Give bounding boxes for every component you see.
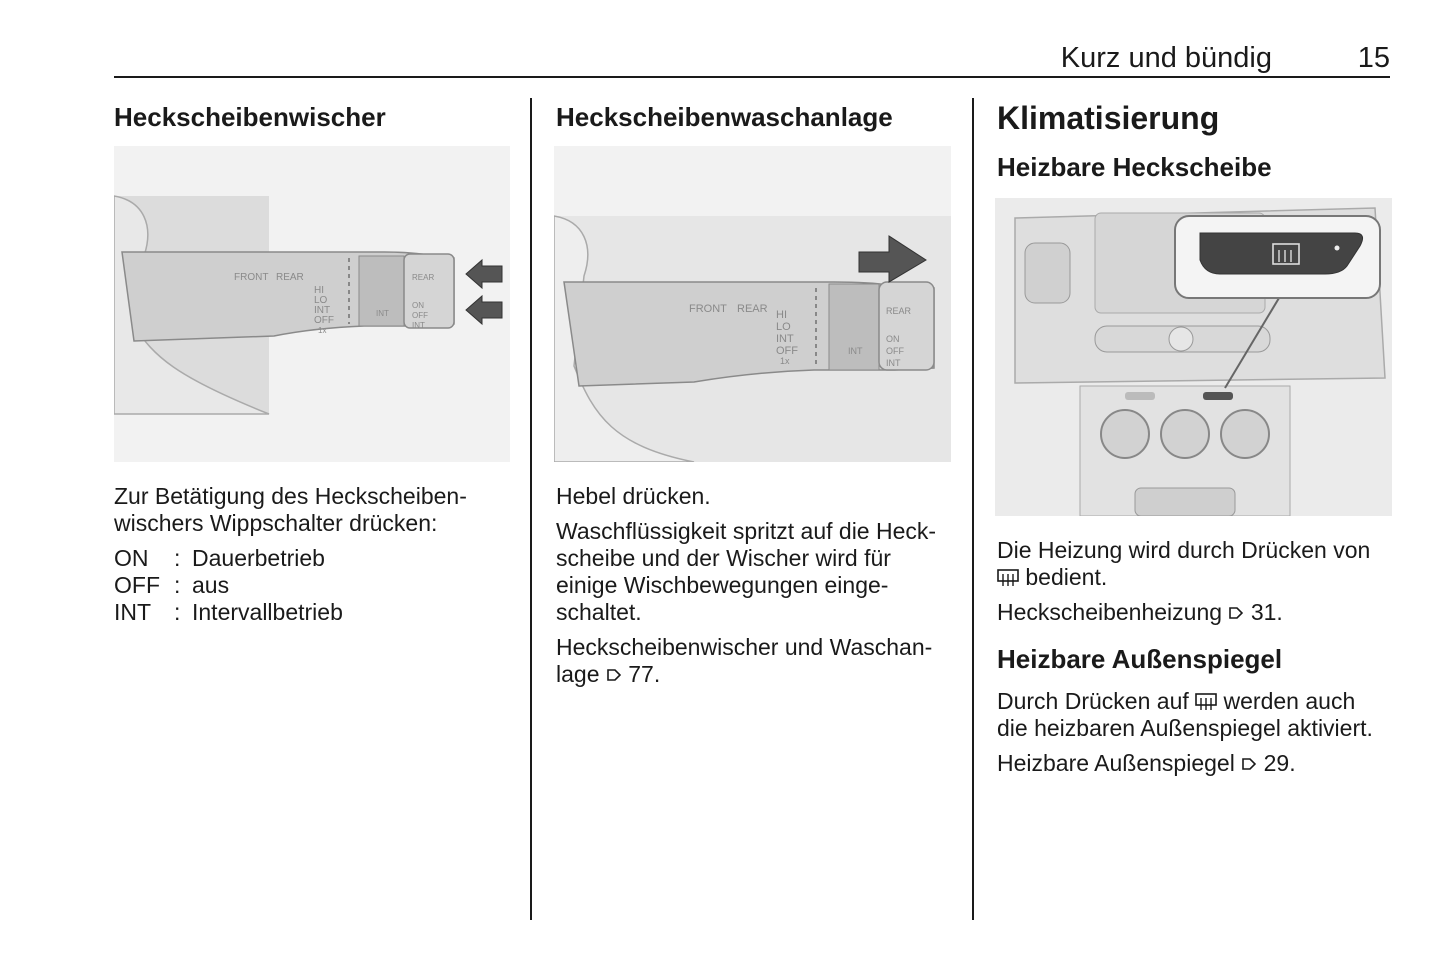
page-reference-arrow-icon [1242, 756, 1256, 772]
rear-washer-p3-text: lage [556, 661, 600, 687]
lever-label-int: INT [314, 305, 331, 316]
lever-label-front: FRONT [234, 272, 269, 283]
mode-sep: : [174, 572, 181, 598]
heated-rear-window-heading: Heizbare Heckscheibe [997, 152, 1272, 182]
ring-label-int: INT [848, 346, 863, 356]
mode-sep: : [174, 545, 181, 571]
mode-row-int [114, 599, 524, 626]
lever-label-lo: LO [314, 295, 328, 306]
column-climate [997, 98, 1397, 184]
heated-mirrors-page-ref[interactable]: 29. [1263, 750, 1296, 776]
mode-key: ON [114, 545, 149, 571]
mode-value: Dauerbetrieb [192, 545, 325, 571]
lever-label-int: INT [776, 333, 794, 345]
column-rear-wiper [114, 98, 514, 134]
switch-label-int: INT [886, 358, 901, 368]
column-divider-1 [530, 98, 532, 920]
rear-washer-p3-line-1: Heckscheibenwischer und Waschan- [556, 634, 933, 660]
page-reference-arrow-icon [1229, 605, 1243, 621]
lever-label-1x: 1x [318, 326, 327, 335]
heated-window-ref [997, 599, 1417, 626]
heated-window-p1-line-2 [997, 564, 1417, 591]
mode-row-off [114, 572, 524, 599]
mode-key: INT [114, 599, 152, 625]
page-number: 15 [1357, 42, 1390, 74]
rear-wiper-figure [114, 146, 510, 462]
lever-label-off: OFF [314, 315, 334, 326]
heated-window-p1-line-1: Die Heizung wird durch Drücken von [997, 537, 1371, 563]
heated-window-p1-text: bedient. [1025, 564, 1108, 590]
mode-sep: : [174, 599, 181, 625]
rear-washer-p2-line-4: schaltet. [556, 599, 642, 625]
lever-label-hi: HI [314, 285, 324, 296]
lever-label-1x: 1x [780, 356, 790, 366]
heated-mirrors-p1-pre: Durch Drücken auf [997, 688, 1189, 714]
switch-label-on: ON [886, 334, 900, 344]
rear-washer-heading: Heckscheibenwaschanlage [556, 102, 893, 132]
rear-window-heater-icon [1195, 693, 1217, 711]
rear-wiper-text [114, 483, 524, 626]
switch-label-rear: REAR [412, 273, 435, 282]
rear-washer-p2-line-3: einige Wischbewegungen einge- [556, 572, 889, 598]
page-reference-arrow-icon [607, 667, 621, 683]
rear-washer-text [556, 483, 966, 688]
switch-label-rear: REAR [886, 306, 912, 316]
switch-label-int: INT [412, 321, 425, 330]
climate-title: Klimatisierung [997, 100, 1220, 136]
rear-washer-page-ref[interactable]: 77. [628, 661, 661, 687]
rear-wiper-intro-line-1: Zur Betätigung des Heckscheiben- [114, 483, 467, 509]
lever-label-rear: REAR [737, 303, 768, 315]
rear-washer-p2-line-1: Waschflüssigkeit spritzt auf die Heck- [556, 518, 937, 544]
switch-label-off: OFF [412, 311, 428, 320]
lever-label-off: OFF [776, 345, 798, 357]
mode-value: Intervallbetrieb [192, 599, 343, 625]
rear-washer-p2 [556, 518, 966, 626]
rear-wiper-modes-list [114, 545, 524, 626]
heated-window-ref-text: Heckscheibenheizung [997, 599, 1223, 625]
lever-label-hi: HI [776, 309, 787, 321]
lever-label-lo: LO [776, 321, 791, 333]
column-rear-washer [556, 98, 956, 134]
switch-label-on: ON [412, 301, 424, 310]
switch-label-off: OFF [886, 346, 904, 356]
page-header [114, 40, 1390, 78]
rear-window-heater-icon [997, 569, 1019, 587]
mode-key: OFF [114, 572, 160, 598]
section-title: Kurz und bündig [1060, 42, 1272, 74]
mode-row-on [114, 545, 524, 572]
heated-mirrors-ref-text: Heizbare Außenspiegel [997, 750, 1235, 776]
climate-text [997, 537, 1417, 777]
rear-washer-p1: Hebel drücken. [556, 483, 711, 509]
heated-mirrors-p1-post: werden auch [1223, 688, 1356, 714]
heated-mirrors-ref [997, 750, 1417, 777]
heated-mirrors-p1-line-1 [997, 688, 1417, 715]
rear-washer-p2-line-2: scheibe und der Wischer wird für [556, 545, 891, 571]
rear-washer-p3-line-2 [556, 661, 966, 688]
ring-label-int: INT [376, 309, 389, 318]
lever-label-rear: REAR [276, 272, 304, 283]
heated-window-page-ref[interactable]: 31. [1250, 599, 1283, 625]
rear-wiper-intro-line-2: wischers Wippschalter drücken: [114, 510, 438, 536]
column-divider-2 [972, 98, 974, 920]
heated-rear-window-figure [995, 198, 1392, 516]
rear-wiper-heading: Heckscheibenwischer [114, 102, 386, 132]
heated-mirrors-p1-line-2: die heizbaren Außenspiegel aktiviert. [997, 715, 1373, 741]
heated-mirrors-heading: Heizbare Außenspiegel [997, 644, 1283, 674]
rear-washer-figure [554, 146, 951, 462]
lever-label-front: FRONT [689, 303, 727, 315]
mode-value: aus [192, 572, 230, 598]
rear-washer-p3 [556, 634, 966, 688]
